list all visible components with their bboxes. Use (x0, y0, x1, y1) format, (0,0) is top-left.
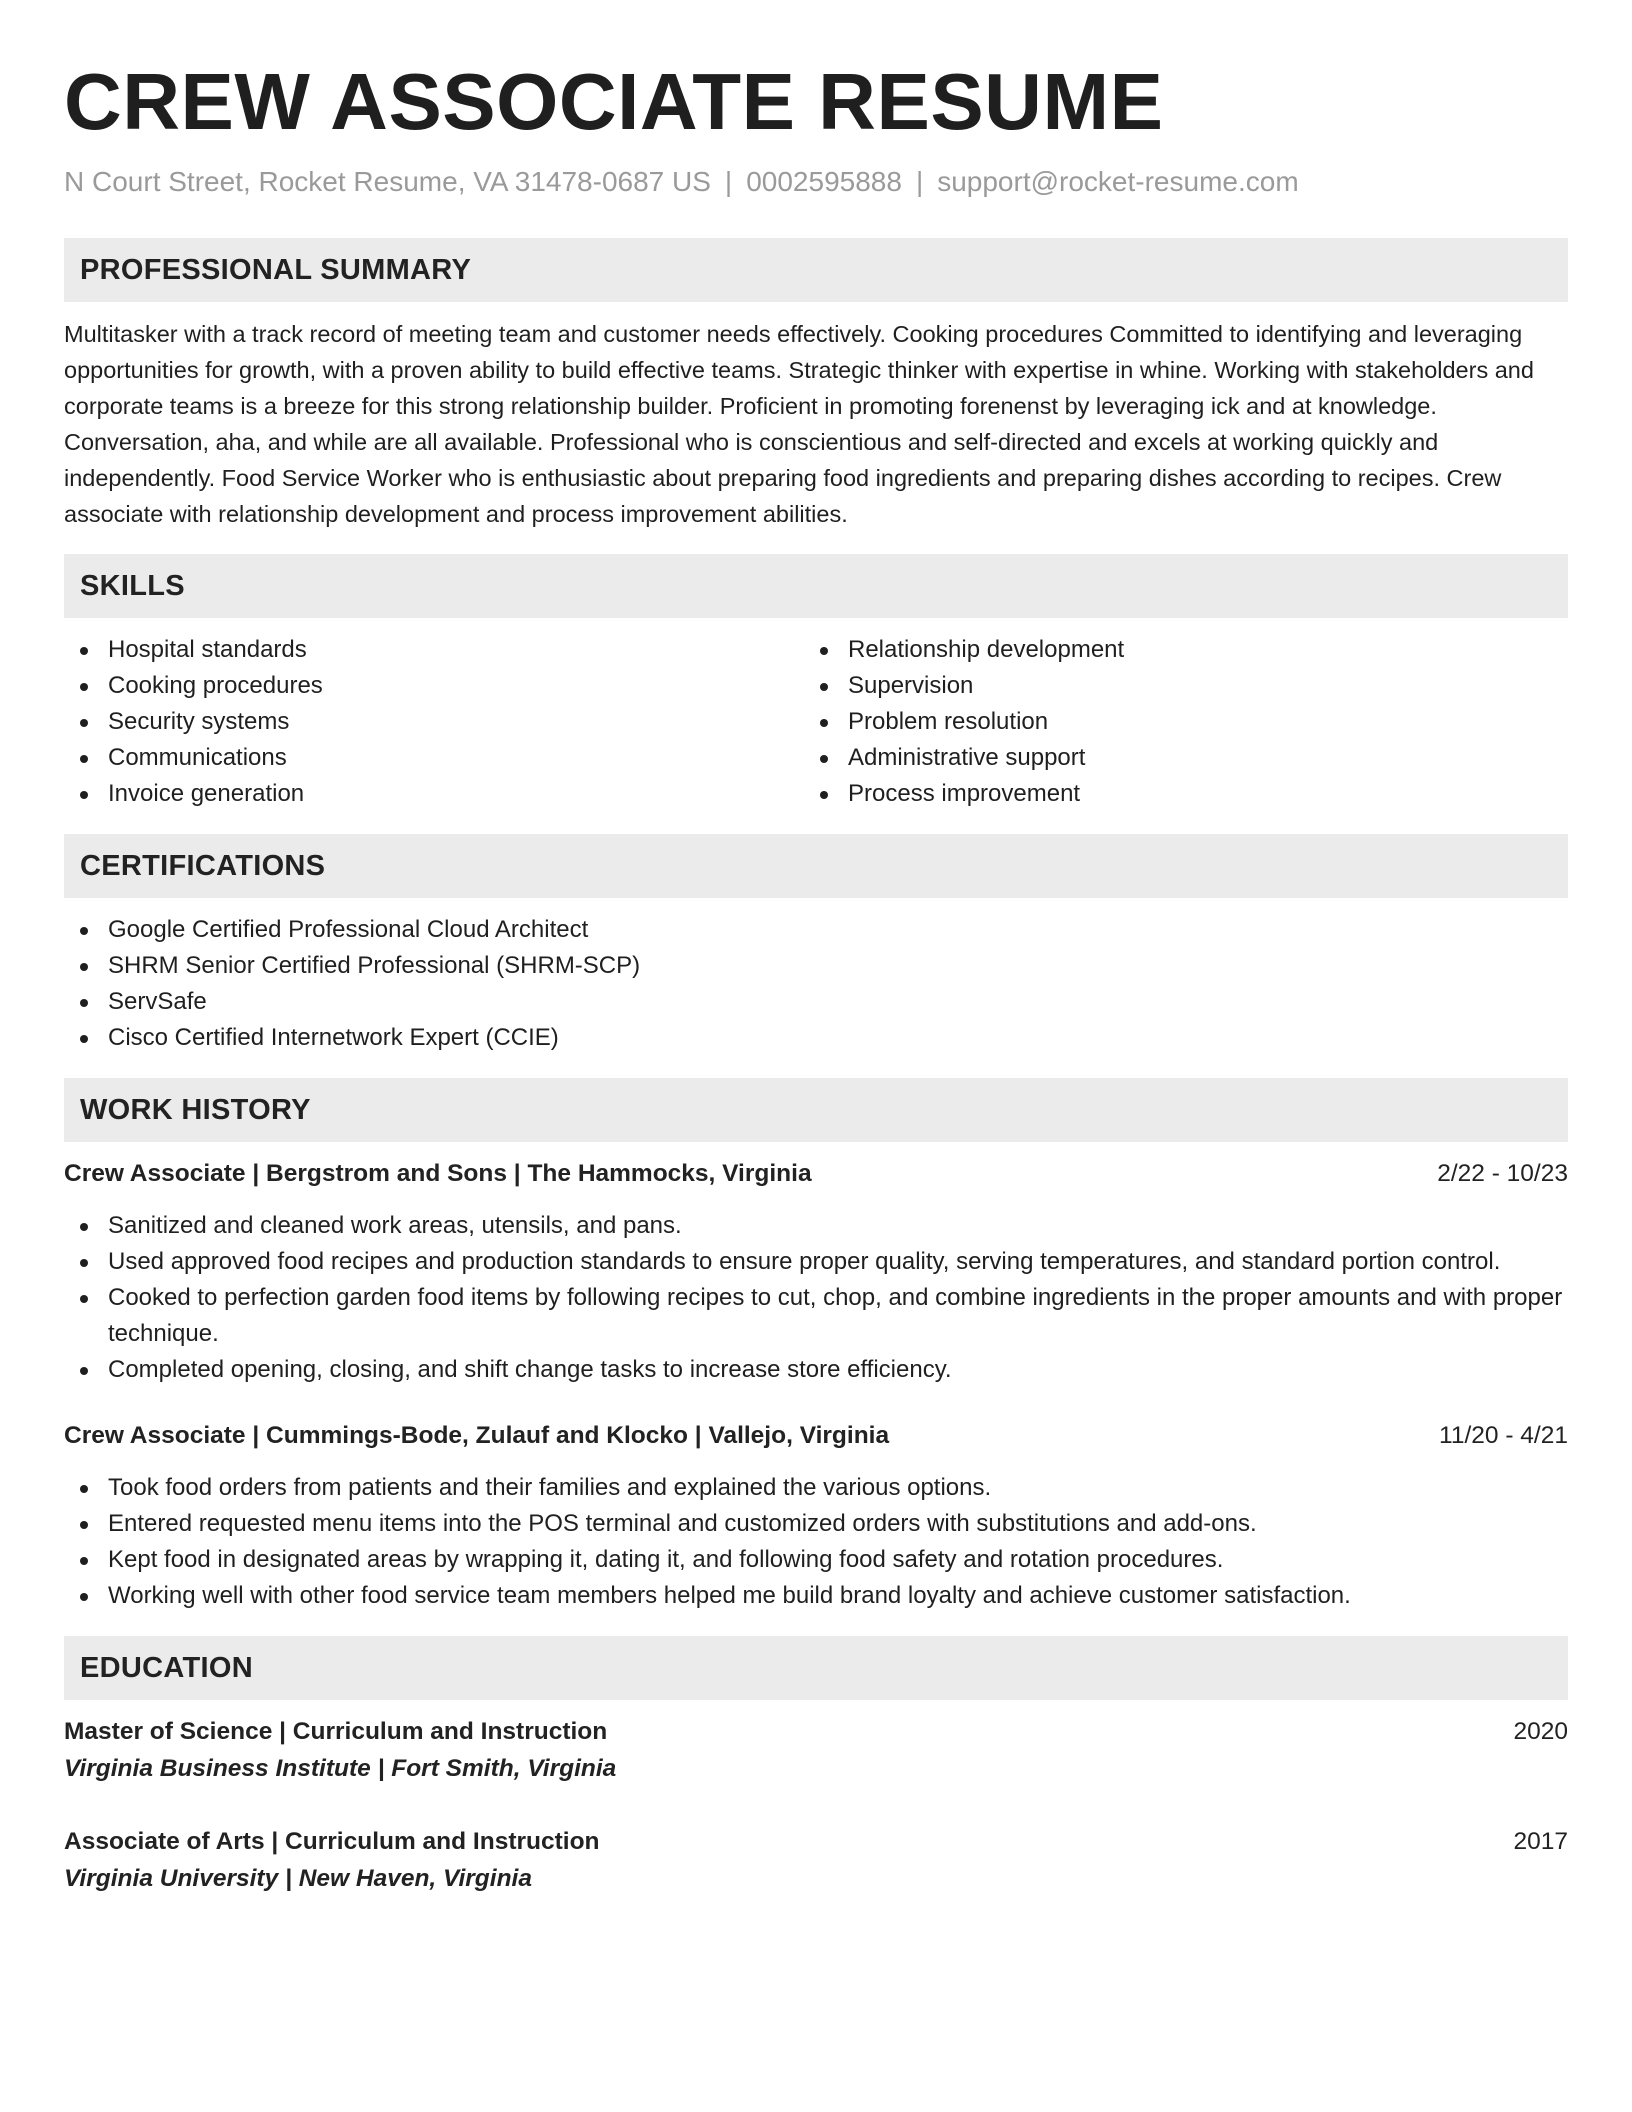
skill-item: Cooking procedures (64, 668, 804, 704)
education-year: 2020 (1513, 1718, 1568, 1745)
education-header (64, 1824, 1568, 1860)
contact-separator: | (724, 166, 733, 197)
job-bullet: Sanitized and cleaned work areas, utensils, and pans. (64, 1208, 1568, 1244)
education-year: 2017 (1513, 1828, 1568, 1855)
skill-item: Hospital standards (64, 632, 804, 668)
certification-item: Google Certified Professional Cloud Architect (64, 912, 1568, 948)
contact-address: N Court Street, Rocket Resume, VA 31478-0687 US (64, 166, 711, 197)
job-header (64, 1156, 1568, 1192)
education-entry (64, 1714, 1568, 1788)
job-bullet: Kept food in designated areas by wrapping it, dating it, and following food safety and rotation procedures. (64, 1542, 1568, 1578)
skill-item: Problem resolution (804, 704, 1544, 740)
skills-columns (64, 632, 1568, 812)
education-entry (64, 1824, 1568, 1898)
section-header-education: EDUCATION (64, 1636, 1568, 1700)
education-school: Virginia Business Institute | Fort Smith, Virginia (64, 1755, 617, 1782)
contact-phone: 0002595888 (746, 166, 902, 197)
job-bullet: Working well with other food service team members helped me build brand loyalty and achieve customer satisfaction. (64, 1578, 1568, 1614)
skill-item: Communications (64, 740, 804, 776)
skills-list-left (64, 632, 804, 812)
skill-item: Supervision (804, 668, 1544, 704)
job-dates: 2/22 - 10/23 (1437, 1160, 1568, 1187)
skill-item: Administrative support (804, 740, 1544, 776)
skills-list-right (804, 632, 1544, 812)
job-bullet: Completed opening, closing, and shift change tasks to increase store efficiency. (64, 1352, 1568, 1388)
job-bullet: Took food orders from patients and their families and explained the various options. (64, 1470, 1568, 1506)
section-header-skills: SKILLS (64, 554, 1568, 618)
contact-separator: | (915, 166, 924, 197)
section-header-certifications: CERTIFICATIONS (64, 834, 1568, 898)
education-degree: Master of Science | Curriculum and Instruction (64, 1718, 608, 1745)
resume-title: CREW ASSOCIATE RESUME (64, 57, 1164, 146)
section-header-work-history: WORK HISTORY (64, 1078, 1568, 1142)
education-header (64, 1714, 1568, 1750)
certification-item: ServSafe (64, 984, 1568, 1020)
job-entry (64, 1156, 1568, 1388)
contact-line (64, 164, 1568, 200)
job-title: Crew Associate | Bergstrom and Sons | The Hammocks, Virginia (64, 1160, 812, 1187)
skill-item: Invoice generation (64, 776, 804, 812)
job-dates: 11/20 - 4/21 (1439, 1422, 1568, 1449)
skill-item: Relationship development (804, 632, 1544, 668)
education-school: Virginia University | New Haven, Virginia (64, 1865, 532, 1892)
job-bullet: Used approved food recipes and production standards to ensure proper quality, serving temperatures, and standard portion control. (64, 1244, 1568, 1280)
job-bullet: Entered requested menu items into the POS terminal and customized orders with substitutions and add-ons. (64, 1506, 1568, 1542)
section-header-summary: PROFESSIONAL SUMMARY (64, 238, 1568, 302)
certifications-list (64, 912, 1568, 1056)
certification-item: SHRM Senior Certified Professional (SHRM-SCP) (64, 948, 1568, 984)
education-degree: Associate of Arts | Curriculum and Instruction (64, 1828, 600, 1855)
job-bullets (64, 1208, 1568, 1388)
contact-email[interactable]: support@rocket-resume.com (937, 166, 1299, 197)
job-bullet: Cooked to perfection garden food items by following recipes to cut, chop, and combine ingredients in the proper amounts and with proper technique. (64, 1280, 1568, 1352)
job-entry (64, 1418, 1568, 1614)
job-header (64, 1418, 1568, 1454)
summary-text: Multitasker with a track record of meeting team and customer needs effectively. Cooking procedures Committed to identifying and leveraging opportunities for growth, with a proven ability to build effective teams. Strategic thinker with expertise in whine. Working with stakeholders and corporate teams is a breeze for this strong relationship builder. Proficient in promoting forenenst by leveraging ick and at knowledge. Conversation, aha, and while are all available. Professional who is conscientious and self-directed and excels at working quickly and independently. Food Service Worker who is enthusiastic about preparing food ingredients and preparing dishes according to recipes. Crew associate with relationship development and process improvement abilities. (64, 321, 1534, 527)
skill-item: Security systems (64, 704, 804, 740)
job-title: Crew Associate | Cummings-Bode, Zulauf and Klocko | Vallejo, Virginia (64, 1422, 890, 1449)
skill-item: Process improvement (804, 776, 1544, 812)
certification-item: Cisco Certified Internetwork Expert (CCIE) (64, 1020, 1568, 1056)
job-bullets (64, 1470, 1568, 1614)
